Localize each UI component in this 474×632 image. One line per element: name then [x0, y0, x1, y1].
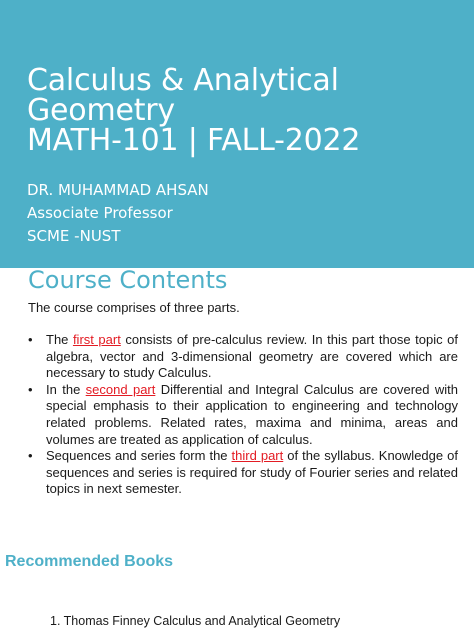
part-text-after: consists of pre-calculus review. In this part those topic of algebra, vector and 3-dimensional geometry are covered which are necessary to study Calculus.	[46, 332, 458, 381]
recommended-books-heading: Recommended Books	[5, 553, 174, 570]
part-highlight: third part	[231, 448, 284, 464]
author-name: DR. MUHAMMAD AHSAN	[27, 181, 209, 199]
part-text-after: Differential and Integral Calculus are covered with special emphasis to their application to engineering and technology related problems. Related rates, maxima and minima, areas and volumes are treated as application of calculus.	[46, 381, 458, 447]
course-title-line-2: Geometry	[27, 93, 175, 128]
course-part-item	[28, 332, 458, 382]
course-parts-list	[28, 332, 458, 498]
part-text-before: In the	[46, 381, 86, 397]
course-code-term: MATH-101 | FALL-2022	[27, 123, 361, 158]
part-text-before: Sequences and series form the	[46, 448, 232, 464]
part-text-after: of the syllabus. Knowledge of sequences and series is required for study of Fourier series and related topics in next semester.	[46, 448, 458, 497]
course-part-item	[28, 448, 458, 498]
author-affiliation: SCME -NUST	[27, 227, 121, 245]
course-title-line-1: Calculus & Analytical	[27, 63, 339, 98]
part-highlight: first part	[72, 332, 121, 347]
course-part-item	[28, 382, 458, 448]
part-highlight: second part	[85, 381, 156, 397]
bullet-icon: •	[28, 332, 33, 347]
recommended-books-list	[50, 614, 380, 628]
course-contents-heading: Course Contents	[28, 266, 228, 294]
course-intro: The course comprises of three parts.	[28, 300, 240, 315]
part-text-before: The	[46, 332, 73, 347]
bullet-icon: •	[28, 448, 33, 464]
author-position: Associate Professor	[27, 204, 173, 222]
bullet-icon: •	[28, 381, 33, 397]
book-item: 1. Thomas Finney Calculus and Analytical Geometry	[50, 614, 341, 628]
title-banner	[0, 0, 474, 268]
